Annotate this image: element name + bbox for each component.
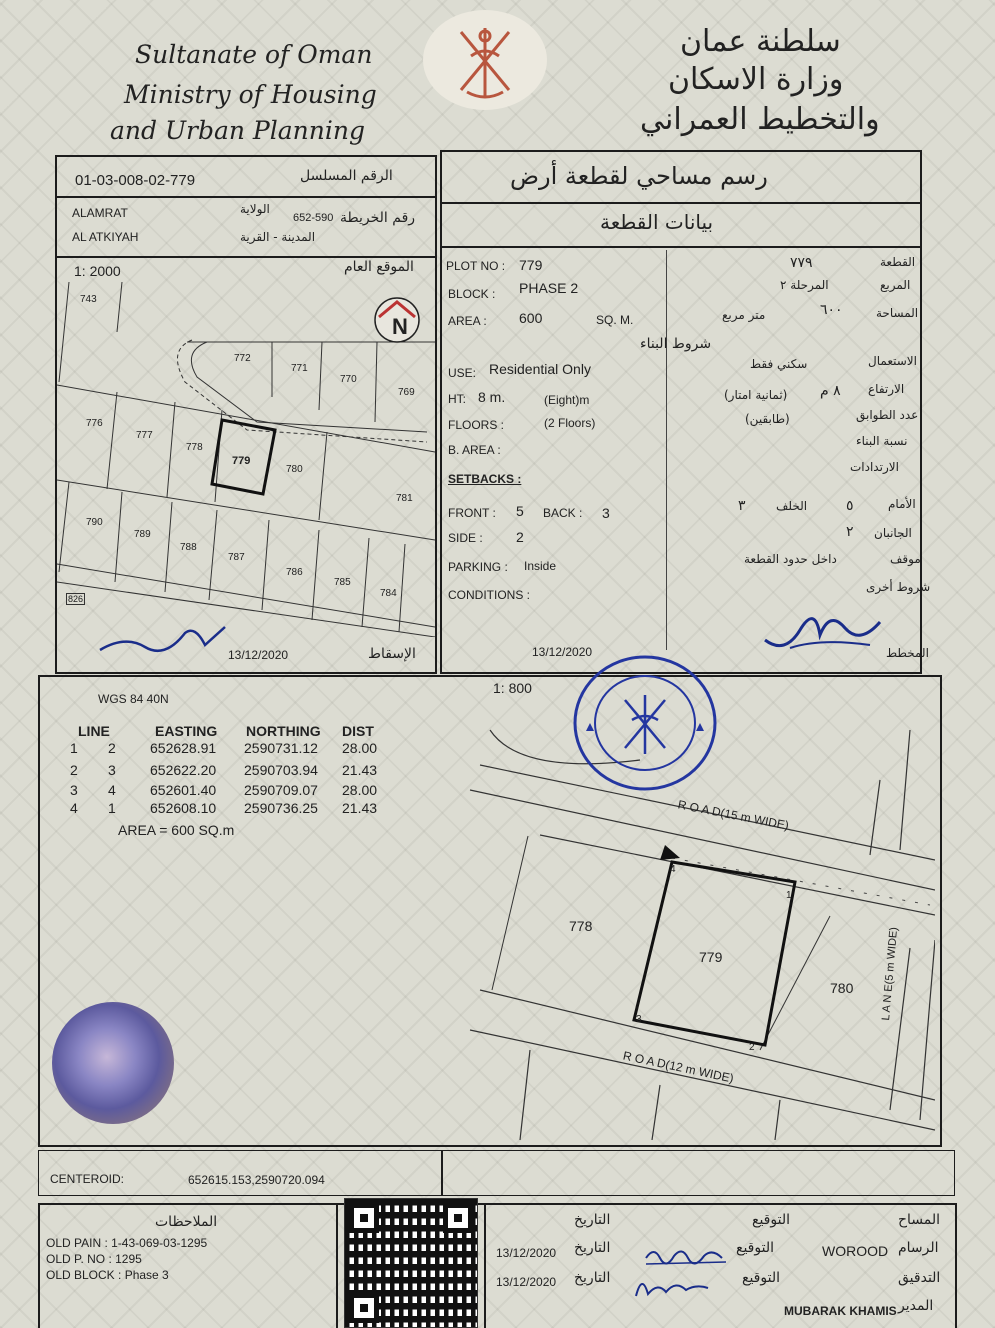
building-area-label: B. AREA :	[448, 443, 501, 457]
road-north-label: R O A D(15 m WIDE)	[676, 797, 790, 833]
area-text: AREA = 600 SQ.m	[118, 822, 235, 838]
drafter-date-label-ar: التاريخ	[574, 1240, 611, 1256]
back-label-ar: الخلف	[776, 499, 808, 513]
drafter-label-ar: الرسام	[898, 1240, 939, 1256]
checker-date-label-ar: التاريخ	[574, 1270, 611, 1286]
row4-dist: 21.43	[342, 800, 378, 816]
row3-to: 4	[108, 782, 116, 798]
side-value: 2	[516, 529, 524, 545]
map-plot-776: 776	[86, 418, 103, 429]
floors-value: (2 Floors)	[544, 416, 596, 430]
height-label: HT:	[448, 392, 466, 406]
floors-ar: (طابقين)	[745, 412, 790, 426]
parking-ar: داخل حدود القطعة	[744, 552, 837, 566]
village: AL ATKIYAH	[72, 230, 139, 244]
map-plot-770: 770	[340, 374, 357, 385]
map-plot-779: 779	[232, 455, 251, 467]
front-label-ar: الأمام	[888, 497, 916, 511]
row2-from: 2	[70, 762, 78, 778]
row4-to: 1	[108, 800, 116, 816]
qr-code	[344, 1198, 478, 1328]
drafter-signature-label-ar: التوقيع	[736, 1240, 774, 1256]
header-ar-line2: وزارة الاسكان	[668, 62, 844, 97]
map-plot-826: 826	[68, 594, 84, 604]
height-ar: ٨ م	[820, 383, 841, 399]
map-plot-784: 784	[380, 588, 397, 599]
front-ar: ٥	[846, 498, 854, 514]
national-emblem	[423, 10, 547, 110]
row2-easting: 652622.20	[150, 762, 217, 778]
corner-4: 4	[670, 864, 676, 875]
wilayat: ALAMRAT	[72, 206, 128, 220]
parking-label: PARKING :	[448, 560, 508, 574]
serial-number: 01-03-008-02-779	[75, 172, 196, 189]
map-plot-785: 785	[334, 577, 351, 588]
plot-no-ar: ٧٧٩	[790, 255, 813, 271]
side-label-ar: الجانبان	[874, 526, 912, 540]
floors-label-ar: عدد الطوابق	[856, 408, 919, 422]
signature-left-icon	[95, 615, 235, 660]
drafter-name: WOROOD	[822, 1243, 889, 1259]
height-words: (Eight)m	[544, 393, 590, 407]
setbacks-label: SETBACKS :	[448, 472, 522, 486]
row1-northing: 2590731.12	[244, 740, 318, 756]
header-ar-line3: والتخطيط العمراني	[640, 102, 880, 137]
use-value: Residential Only	[489, 361, 591, 377]
checker-signature-label-ar: التوقيع	[742, 1270, 780, 1286]
block-label: BLOCK :	[448, 287, 496, 301]
location-scale: 1: 2000	[74, 263, 121, 279]
manager-name: MUBARAK KHAMIS	[784, 1304, 897, 1318]
signature-right-icon	[760, 600, 885, 662]
map-plot-789: 789	[134, 529, 151, 540]
surveyor-date-label-ar: التاريخ	[574, 1212, 611, 1228]
map-plot-790: 790	[86, 517, 103, 528]
city-village-label-ar: المدينة - القرية	[240, 230, 316, 244]
block-label-ar: المربع	[880, 278, 911, 292]
map-plot-772: 772	[234, 353, 251, 364]
notes-label-ar: الملاحظات	[155, 1214, 218, 1230]
area-label-ar: المساحة	[876, 306, 919, 320]
hologram-seal	[52, 1002, 174, 1124]
map-plot-781: 781	[396, 493, 413, 504]
front-value: 5	[516, 503, 524, 519]
row1-to: 2	[108, 740, 116, 756]
header-ar-line1: سلطنة عمان	[680, 24, 841, 59]
lane-label: L A N E(5 m WIDE)	[880, 926, 901, 1022]
header-en-line2: Ministry of Housing	[124, 80, 377, 109]
map-plot-743: 743	[80, 294, 97, 305]
block-value: PHASE 2	[519, 280, 579, 296]
old-plot-no: OLD P. NO : 1295	[46, 1252, 142, 1266]
wilayat-label-ar: الولاية	[240, 202, 270, 216]
row3-northing: 2590709.07	[244, 782, 318, 798]
row1-from: 1	[70, 740, 78, 756]
row1-easting: 652628.91	[150, 740, 217, 756]
official-stamp-icon	[570, 650, 720, 796]
map-plot-787: 787	[228, 552, 245, 563]
map-plot-771: 771	[291, 363, 308, 374]
floors-label: FLOORS :	[448, 418, 505, 432]
row4-from: 4	[70, 800, 78, 816]
header-en-line1: Sultanate of Oman	[135, 40, 373, 69]
row3-from: 3	[70, 782, 78, 798]
surveyor-label-ar: المساح	[898, 1212, 941, 1228]
back-value: 3	[602, 505, 610, 521]
back-label: BACK :	[543, 506, 583, 520]
details-date: 13/12/2020	[532, 645, 593, 659]
subtitle-ar: بيانات القطعة	[600, 210, 714, 234]
plot-label-ar: القطعة	[880, 255, 916, 269]
area-ar: ٦٠٠	[820, 302, 843, 318]
serial-label-ar: الرقم المسلسل	[300, 168, 393, 184]
front-label: FRONT :	[448, 506, 496, 520]
plan-plot-778: 778	[569, 918, 593, 934]
building-area-label-ar: نسبة البناء	[856, 434, 908, 448]
title-ar: رسم مساحي لقطعة أرض	[510, 162, 768, 190]
map-plot-778: 778	[186, 442, 203, 453]
row3-easting: 652601.40	[150, 782, 217, 798]
area-unit-ar: متر مربع	[722, 308, 766, 322]
block-ar: المرحلة ٢	[780, 278, 829, 292]
road-south-label: R O A D(12 m WIDE)	[621, 1048, 735, 1086]
row2-dist: 21.43	[342, 762, 378, 778]
location-date: 13/12/2020	[228, 648, 289, 662]
back-ar: ٣	[738, 498, 746, 514]
centeroid-value: 652615.153,2590720.094	[188, 1173, 325, 1187]
map-plot-777: 777	[136, 430, 153, 441]
map-plot-780: 780	[286, 464, 303, 475]
planner-label-ar: المخطط	[886, 646, 929, 660]
map-plot-786: 786	[286, 567, 303, 578]
old-block: OLD BLOCK : Phase 3	[46, 1268, 169, 1282]
projection-label-ar: الإسقاط	[368, 646, 416, 662]
location-label-ar: الموقع العام	[344, 259, 414, 275]
use-ar: سكني فقط	[750, 357, 808, 371]
map-number: 652-590	[293, 212, 334, 224]
checker-signature-icon	[632, 1268, 712, 1302]
plan-plot-780: 780	[830, 980, 854, 996]
centeroid-label: CENTEROID:	[50, 1172, 125, 1186]
use-label-ar: الاستعمال	[868, 354, 917, 368]
checker-label-ar: التدقيق	[898, 1270, 941, 1286]
side-ar: ٢	[846, 524, 854, 540]
row3-dist: 28.00	[342, 782, 378, 798]
table-header-line: LINE	[78, 723, 110, 739]
table-header-northing: NORTHING	[246, 723, 321, 739]
parking-value: Inside	[524, 559, 557, 573]
area-unit: SQ. M.	[596, 313, 634, 327]
header-en-line3: and Urban Planning	[110, 116, 365, 145]
plot-no: 779	[519, 257, 543, 273]
table-header-easting: EASTING	[155, 723, 218, 739]
row4-northing: 2590736.25	[244, 800, 318, 816]
building-conditions-ar: شروط البناء	[640, 336, 712, 352]
row2-to: 3	[108, 762, 116, 778]
conditions-label: CONDITIONS :	[448, 588, 531, 602]
row2-northing: 2590703.94	[244, 762, 318, 778]
height-value: 8 m.	[478, 389, 506, 405]
parking-label-ar: موقف	[890, 552, 921, 566]
plan-plot-779: 779	[699, 949, 723, 965]
corner-1: 1	[786, 890, 792, 901]
row1-dist: 28.00	[342, 740, 378, 756]
drafter-signature-icon	[642, 1240, 732, 1270]
checker-date: 13/12/2020	[496, 1275, 557, 1289]
map-plot-788: 788	[180, 542, 197, 553]
height-words-ar: (ثمانية امتار)	[724, 388, 788, 402]
north-arrow-icon: N	[392, 314, 408, 339]
side-label: SIDE :	[448, 531, 483, 545]
conditions-label-ar: شروط أخرى	[866, 580, 931, 594]
corner-3: 3	[636, 1014, 642, 1025]
setbacks-label-ar: الارتدادات	[850, 460, 899, 474]
height-label-ar: الارتفاع	[868, 382, 905, 396]
corner-2: 2	[749, 1042, 755, 1053]
plan-scale: 1: 800	[493, 680, 532, 696]
manager-label-ar: المدير	[898, 1298, 934, 1314]
row4-easting: 652608.10	[150, 800, 217, 816]
table-header-dist: DIST	[342, 723, 374, 739]
datum: WGS 84 40N	[98, 692, 169, 706]
surveyor-signature-label-ar: التوقيع	[752, 1212, 790, 1228]
map-plot-769: 769	[398, 387, 415, 398]
use-label: USE:	[448, 366, 477, 380]
old-pain: OLD PAIN : 1-43-069-03-1295	[46, 1236, 208, 1250]
area-value: 600	[519, 310, 543, 326]
area-label: AREA :	[448, 314, 487, 328]
map-number-label-ar: رقم الخريطة	[340, 210, 416, 226]
drafter-date: 13/12/2020	[496, 1246, 557, 1260]
plot-no-label: PLOT NO :	[446, 259, 506, 273]
